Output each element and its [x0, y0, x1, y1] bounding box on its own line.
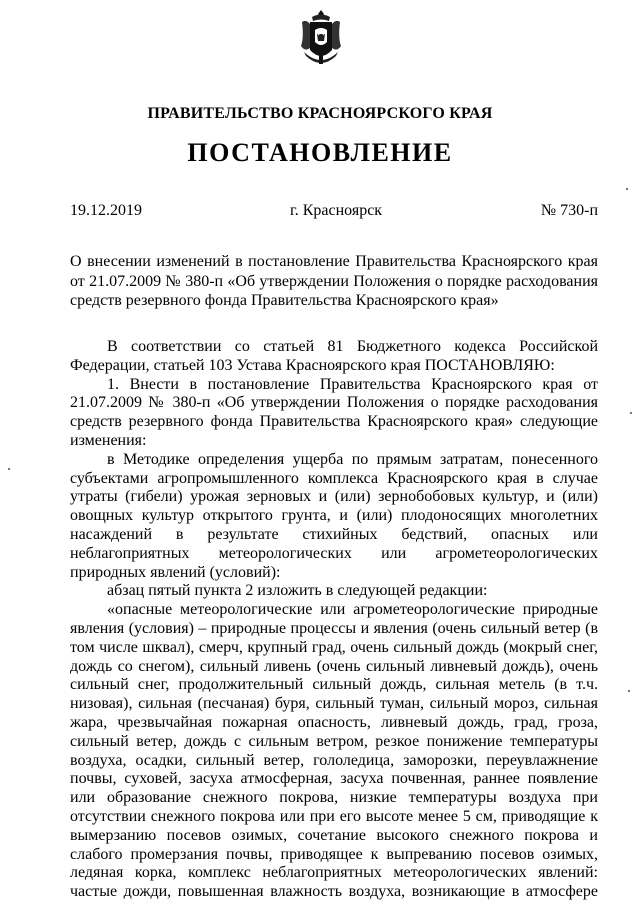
document-city: г. Красноярск — [289, 202, 383, 219]
body-paragraph: в Методике определения ущерба по прямым затратам, понесенного субъектами агропромышленного комплекса Красноярского края в случае утраты (гибели) урожая зерновых и (или) зернобобовых культур, и (или) овощных культур открытого грунта, и (или) плодоносящих многолетних насаждений в результате стихийных бедствий, опасных или неблагоприятных метеорологических или агрометеорологических природных явлений (условий): — [70, 450, 598, 581]
document-number: № 730-п — [540, 202, 598, 219]
body-paragraph: В соответствии со статьей 81 Бюджетного кодекса Российской Федерации, статьей 103 Устава Красноярского края ПОСТАНОВЛЯЮ: — [70, 338, 598, 374]
body-paragraph: «опасные метеорологические или агрометеорологические природные явления (условия) – природные процессы и явления (очень сильный ветер (в том числе шквал), смерч, крупный град, очень сильный дождь (мокрый снег, дождь со снегом), сильный ливень (очень сильный ливневый дождь), очень сильный снег, продолжительный сильный дождь, сильная метель (в т.ч. низовая), сильная (песчаная) буря, сильный туман, сильный мороз, сильная жара, чрезвычайная пожарная опасность, ливневый дождь, град, гроза, сильный ветер, дождь с сильным ветром, резкое понижение температуры воздуха, осадки, сильный ветер, гололедица, заморозки, переувлажнение почвы, суховей, засуха атмосферная, засуха почвенная, раннее появление или образование снежного покрова, низкие температуры воздуха при отсутствии снежного покрова или при его высоте менее 5 см, приводящие к вымерзанию посевов озимых, сочетание высокого снежного покрова и слабого промерзания почвы, приводящее к выпреванию посевов озимых, ледяная корка, комплекс неблагоприятных метеорологических явлений: частые дожди, повышенная влажность воздуха, возникающие в атмосфере — [70, 601, 598, 901]
body-paragraph: абзац пятый пункта 2 изложить в следующей редакции: — [107, 582, 488, 600]
document-body — [70, 338, 598, 902]
scan-artifact — [630, 412, 632, 414]
organization-name: ПРАВИТЕЛЬСТВО КРАСНОЯРСКОГО КРАЯ — [147, 105, 493, 122]
scan-artifact — [628, 690, 630, 692]
scan-artifact — [8, 468, 10, 470]
document-subject: О внесении изменений в постановление Правительства Красноярского края от 21.07.2009 № 380-п «Об утверждении Положения о порядке расходования средств резервного фонда Правительства Красноярского края» — [70, 253, 598, 309]
scan-artifact — [626, 188, 628, 190]
krasnoyarsk-coat-of-arms-icon — [298, 8, 344, 70]
document-type-title: ПОСТАНОВЛЕНИЕ — [187, 138, 453, 167]
body-paragraph: 1. Внести в постановление Правительства Красноярского края от 21.07.2009 № 380-п «Об утверждении Положения о порядке расходования средств резервного фонда Правительства Красноярского края» следующие изменения: — [70, 375, 598, 449]
document-date: 19.12.2019 — [70, 202, 142, 219]
